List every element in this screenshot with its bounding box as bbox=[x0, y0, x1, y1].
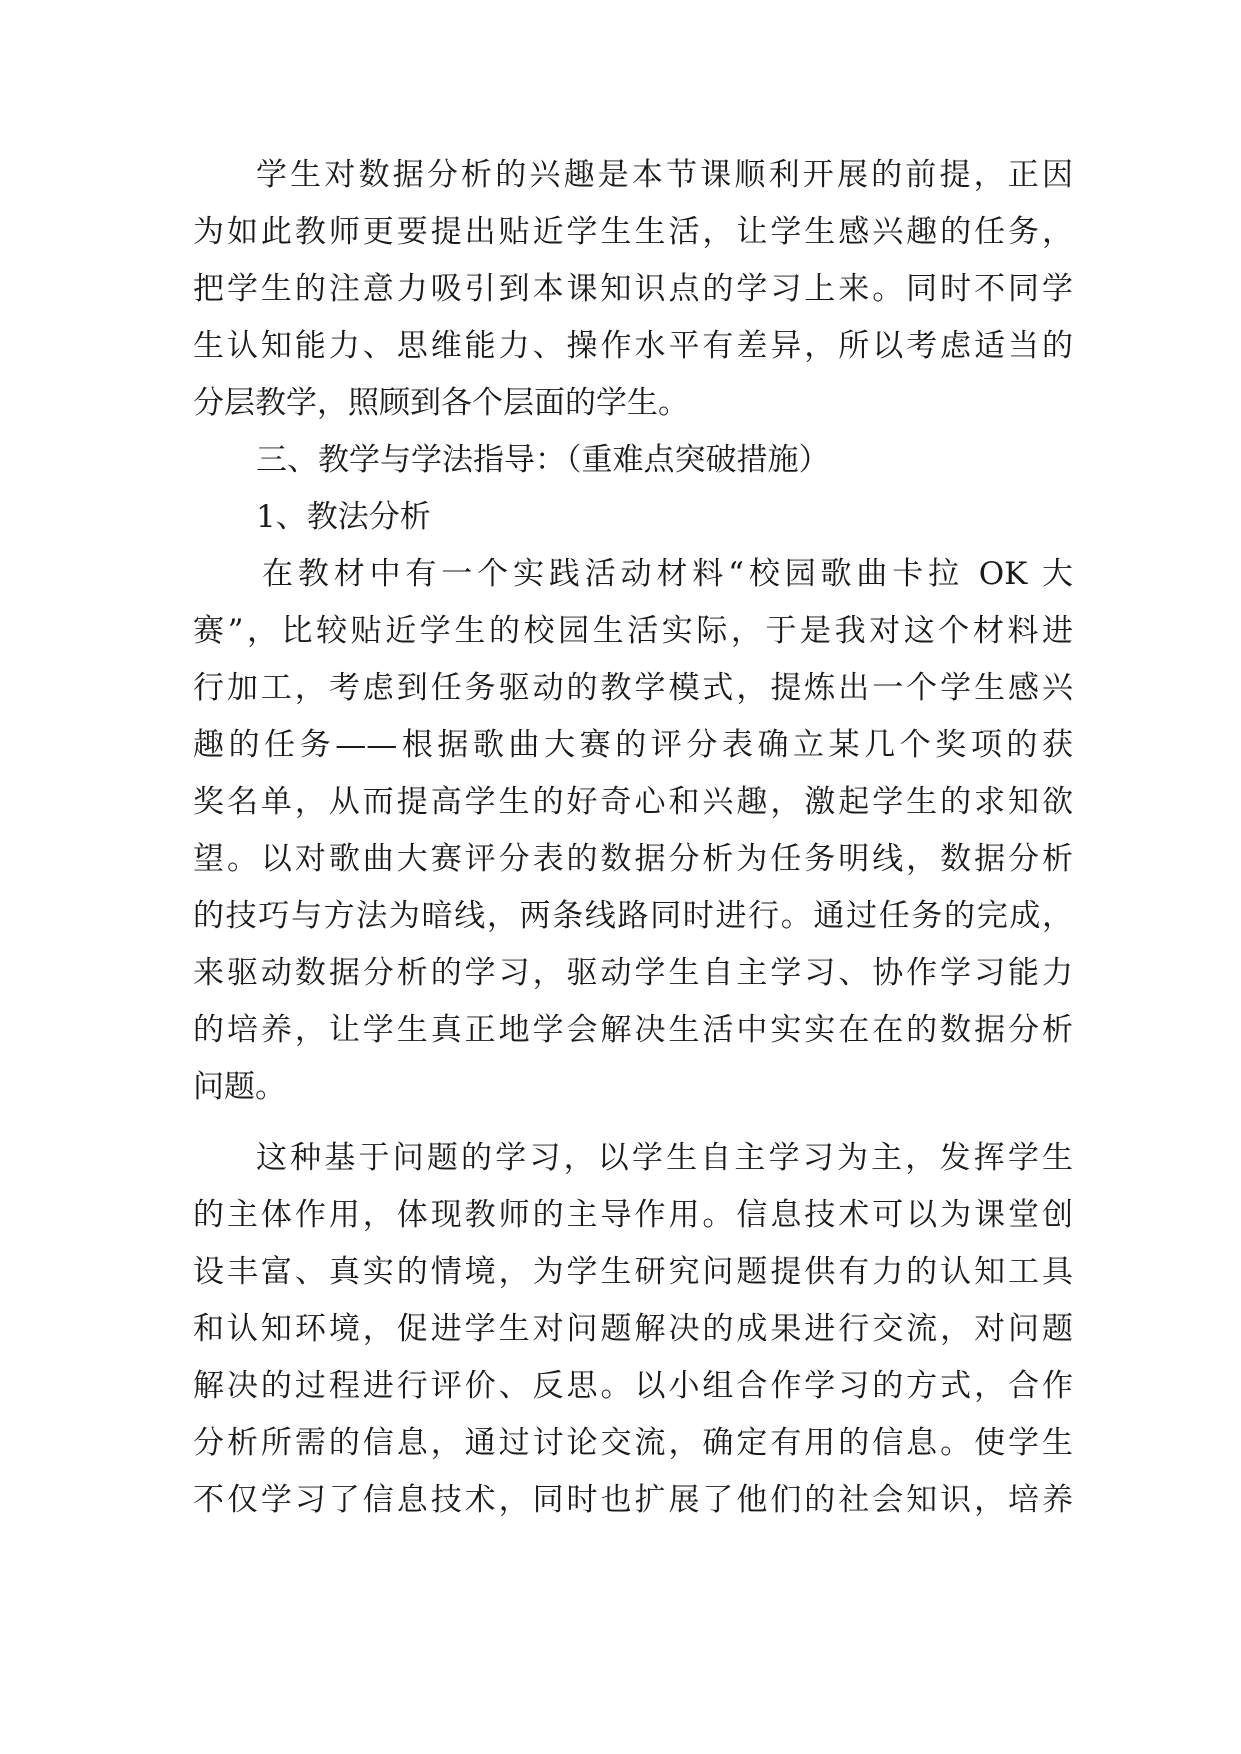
paragraph-line: 在教材中有一个实践活动材料“校园歌曲卡拉 OK 大 bbox=[262, 556, 1073, 592]
subsection-heading: 1、教法分析 bbox=[256, 499, 431, 535]
paragraph-line: 生认知能力、思维能力、操作水平有差异，所以考虑适当的 bbox=[193, 328, 1073, 364]
section-heading: 三、教学与学法指导：（重难点突破措施） bbox=[256, 442, 830, 478]
paragraph-line: 行加工，考虑到任务驱动的教学模式，提炼出一个学生感兴 bbox=[193, 670, 1073, 706]
paragraph-line: 分层教学，照顾到各个层面的学生。 bbox=[193, 385, 689, 421]
paragraph-line: 解决的过程进行评价、反思。以小组合作学习的方式，合作 bbox=[193, 1368, 1073, 1404]
paragraph-line: 分析所需的信息，通过讨论交流，确定有用的信息。使学生 bbox=[193, 1425, 1073, 1461]
paragraph-line: 趣的任务——根据歌曲大赛的评分表确立某几个奖项的获 bbox=[193, 727, 1073, 763]
paragraph-line: 赛”，比较贴近学生的校园生活实际，于是我对这个材料进 bbox=[193, 613, 1073, 649]
paragraph-line: 来驱动数据分析的学习，驱动学生自主学习、协作学习能力 bbox=[193, 955, 1073, 991]
paragraph-line: 设丰富、真实的情境，为学生研究问题提供有力的认知工具 bbox=[193, 1254, 1073, 1290]
paragraph-line: 把学生的注意力吸引到本课知识点的学习上来。同时不同学 bbox=[193, 271, 1073, 307]
paragraph-line: 和认知环境，促进学生对问题解决的成果进行交流，对问题 bbox=[193, 1311, 1073, 1347]
paragraph-line: 望。以对歌曲大赛评分表的数据分析为任务明线，数据分析 bbox=[193, 841, 1073, 877]
paragraph-line: 不仅学习了信息技术，同时也扩展了他们的社会知识，培养 bbox=[193, 1482, 1073, 1518]
paragraph-line: 学生对数据分析的兴趣是本节课顺利开展的前提，正因 bbox=[256, 157, 1073, 193]
paragraph-line: 的主体作用，体现教师的主导作用。信息技术可以为课堂创 bbox=[193, 1197, 1073, 1233]
paragraph-line: 的技巧与方法为暗线，两条线路同时进行。通过任务的完成， bbox=[193, 898, 1073, 934]
paragraph-line: 的培养，让学生真正地学会解决生活中实实在在的数据分析 bbox=[193, 1012, 1073, 1048]
paragraph-line: 问题。 bbox=[193, 1069, 286, 1105]
paragraph-line: 奖名单，从而提高学生的好奇心和兴趣，激起学生的求知欲 bbox=[193, 784, 1073, 820]
paragraph-line: 这种基于问题的学习，以学生自主学习为主，发挥学生 bbox=[256, 1140, 1073, 1176]
paragraph-line: 为如此教师更要提出贴近学生生活，让学生感兴趣的任务， bbox=[193, 214, 1073, 250]
